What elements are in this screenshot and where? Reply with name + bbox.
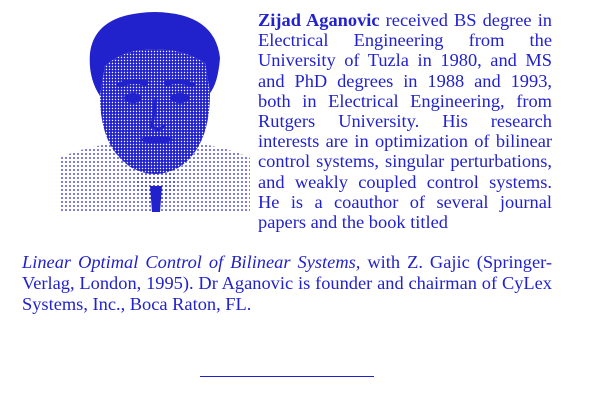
biography-paragraph-continued — [22, 252, 552, 316]
biography-text-part1: received BS degree in Electrical Engineering from the University of Tuzla in 1980, and MS and PhD degrees in 1988 and 1993, both in Electrical Engineering, from Rutgers University. His research interests are in optimization of bilinear control systems, singular perturbations, and weakly coupled control systems. He is a coauthor of several journal papers and the book titled — [258, 10, 552, 233]
section-divider — [200, 376, 374, 377]
author-portrait-photo — [60, 8, 250, 212]
biography-paragraph — [258, 10, 552, 232]
author-name: Zijad Aganovic — [258, 10, 380, 30]
book-title: Linear Optimal Control of Bilinear Systems, — [22, 252, 361, 272]
biography-text-part2: with Z. Gajic (Springer-Verlag, London, 1995). Dr Aganovic is founder and chairman of CyLex Systems, Inc., Boca Raton, FL. — [22, 252, 552, 315]
